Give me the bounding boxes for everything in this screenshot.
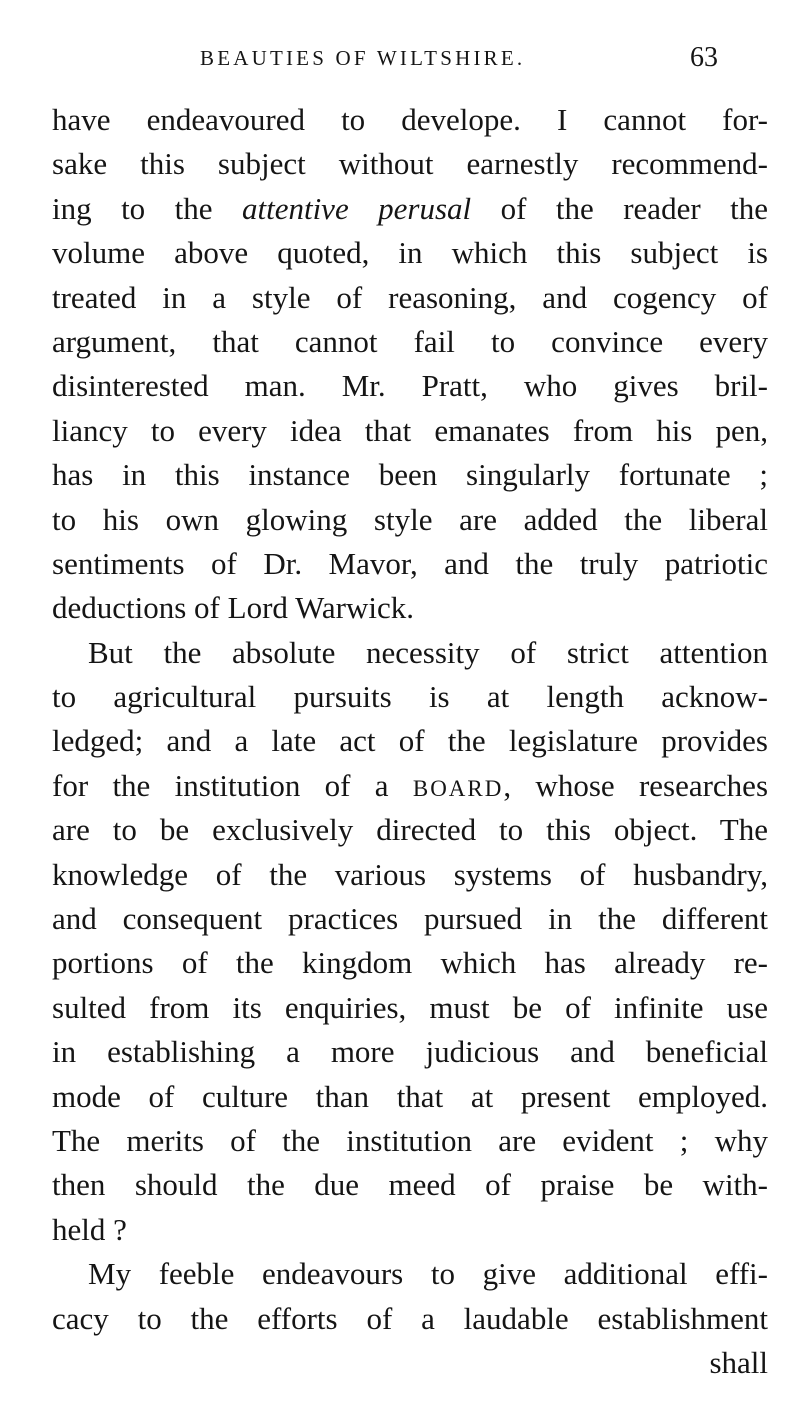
text-line: sake this subject without earnestly recommend-	[52, 146, 768, 182]
small-caps-word: BOARD	[412, 775, 504, 801]
paragraph-1	[52, 98, 768, 631]
text-line: The merits of the institution are evident ; why	[52, 1122, 768, 1158]
body-text	[52, 98, 768, 1385]
paragraph-2	[52, 631, 768, 1252]
text-line: disinterested man. Mr. Pratt, who gives bril-	[52, 368, 768, 404]
text-line: sentiments of Dr. Mavor, and the truly patriotic	[52, 545, 768, 581]
text-span: , whose researches	[503, 767, 769, 803]
text-line: to agricultural pursuits is at length acknow-	[52, 679, 768, 715]
text-span: for the institution of a	[52, 767, 413, 803]
running-head: BEAUTIES OF WILTSHIRE.	[200, 46, 526, 70]
text-line: have endeavoured to develope. I cannot for-	[52, 102, 768, 137]
text-line	[52, 764, 768, 808]
text-line: ledged; and a late act of the legislature provides	[52, 723, 768, 759]
text-span: ing to the	[52, 190, 242, 226]
italic-phrase: attentive perusal	[241, 190, 472, 226]
text-line: treated in a style of reasoning, and cogency of	[52, 279, 768, 315]
page-header	[0, 42, 800, 82]
text-line: sulted from its enquiries, must be of infinite use	[52, 989, 768, 1025]
page-number: 63	[690, 42, 718, 73]
text-span: of the reader the	[471, 190, 768, 226]
text-line: then should the due meed of praise be with-	[52, 1167, 768, 1203]
text-line: But the absolute necessity of strict attention	[88, 634, 768, 670]
text-line: and consequent practices pursued in the different	[52, 901, 768, 937]
text-line: argument, that cannot fail to convince every	[52, 323, 768, 359]
text-line: deductions of Lord Warwick.	[52, 590, 414, 626]
text-line: has in this instance been singularly fortunate ;	[52, 457, 768, 493]
text-line: in establishing a more judicious and beneficial	[52, 1034, 768, 1070]
text-line: knowledge of the various systems of husbandry,	[52, 856, 768, 892]
text-line: mode of culture than that at present employed.	[52, 1078, 768, 1114]
paragraph-3	[52, 1252, 768, 1341]
catchword: shall	[709, 1344, 768, 1380]
text-line: to his own glowing style are added the liberal	[52, 501, 768, 537]
text-line: are to be exclusively directed to this object. The	[52, 812, 768, 848]
text-line: My feeble endeavours to give additional effi-	[88, 1256, 768, 1292]
text-line: portions of the kingdom which has already re-	[52, 945, 768, 981]
text-line: liancy to every idea that emanates from his pen,	[52, 412, 768, 448]
text-line: volume above quoted, in which this subject is	[52, 235, 768, 271]
text-line: held ?	[52, 1211, 127, 1247]
text-line: cacy to the efforts of a laudable establishment	[52, 1300, 768, 1336]
text-line	[52, 187, 768, 231]
